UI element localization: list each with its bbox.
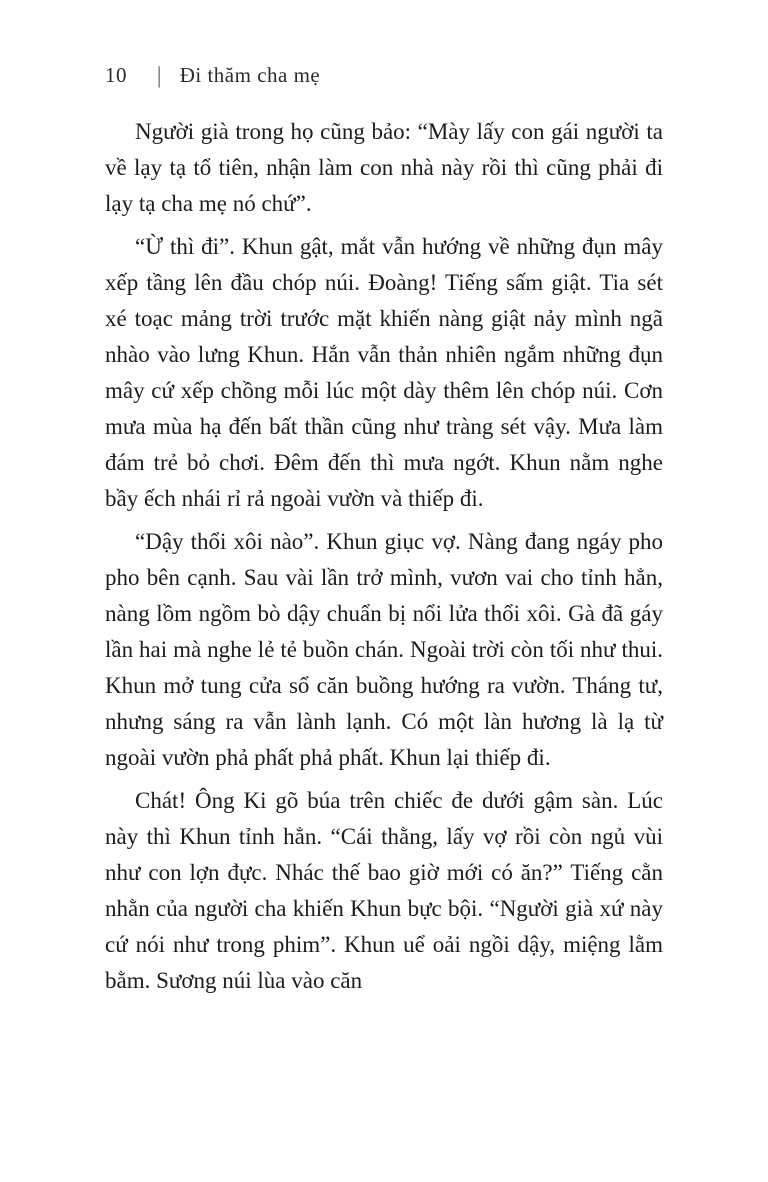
running-head [105, 63, 320, 88]
paragraph: “Ừ thì đi”. Khun gật, mắt vẫn hướng về những đụn mây xếp tầng lên đầu chóp núi. Đoàng! Tiếng sấm giật. Tia sét xé toạc mảng trời trước mặt khiến nàng giật nảy mình ngã nhào vào lưng Khun. Hắn vẫn thản nhiên ngắm những đụn mây cứ xếp chồng mỗi lúc một dày thêm lên chóp núi. Cơn mưa mùa hạ đến bất thần cũng như tràng sét vậy. Mưa làm đám trẻ bỏ chơi. Đêm đến thì mưa ngớt. Khun nằm nghe bầy ếch nhái rỉ rả ngoài vườn và thiếp đi. [105, 234, 663, 511]
paragraph: “Dậy thổi xôi nào”. Khun giục vợ. Nàng đang ngáy pho pho bên cạnh. Sau vài lần trở mình, vươn vai cho tỉnh hẳn, nàng lồm ngồm bò dậy chuẩn bị nổi lửa thổi xôi. Gà đã gáy lần hai mà nghe lẻ tẻ buồn chán. Ngoài trời còn tối như thui. Khun mở tung cửa sổ căn buồng hướng ra vườn. Tháng tư, nhưng sáng ra vẫn lành lạnh. Có một làn hương là lạ từ ngoài vườn phả phất phả phất. Khun lại thiếp đi. [105, 529, 663, 770]
body-text [105, 114, 663, 1006]
page-number: 10 [105, 63, 127, 87]
header-separator: | [157, 61, 162, 89]
paragraph: Người già trong họ cũng bảo: “Mày lấy con gái người ta về lạy tạ tổ tiên, nhận làm con nhà này rồi thì cũng phải đi lạy tạ cha mẹ nó chứ”. [105, 119, 663, 216]
chapter-title: Đi thăm cha mẹ [179, 63, 321, 87]
paragraph: Chát! Ông Ki gõ búa trên chiếc đe dưới gậm sàn. Lúc này thì Khun tỉnh hẳn. “Cái thằng, lấy vợ rồi còn ngủ vùi như con lợn đực. Nhác thế bao giờ mới có ăn?” Tiếng cằn nhằn của người cha khiến Khun bực bội. “Người già xứ này cứ nói như trong phim”. Khun uể oải ngồi dậy, miệng lằm bằm. Sương núi lùa vào căn [105, 788, 663, 993]
